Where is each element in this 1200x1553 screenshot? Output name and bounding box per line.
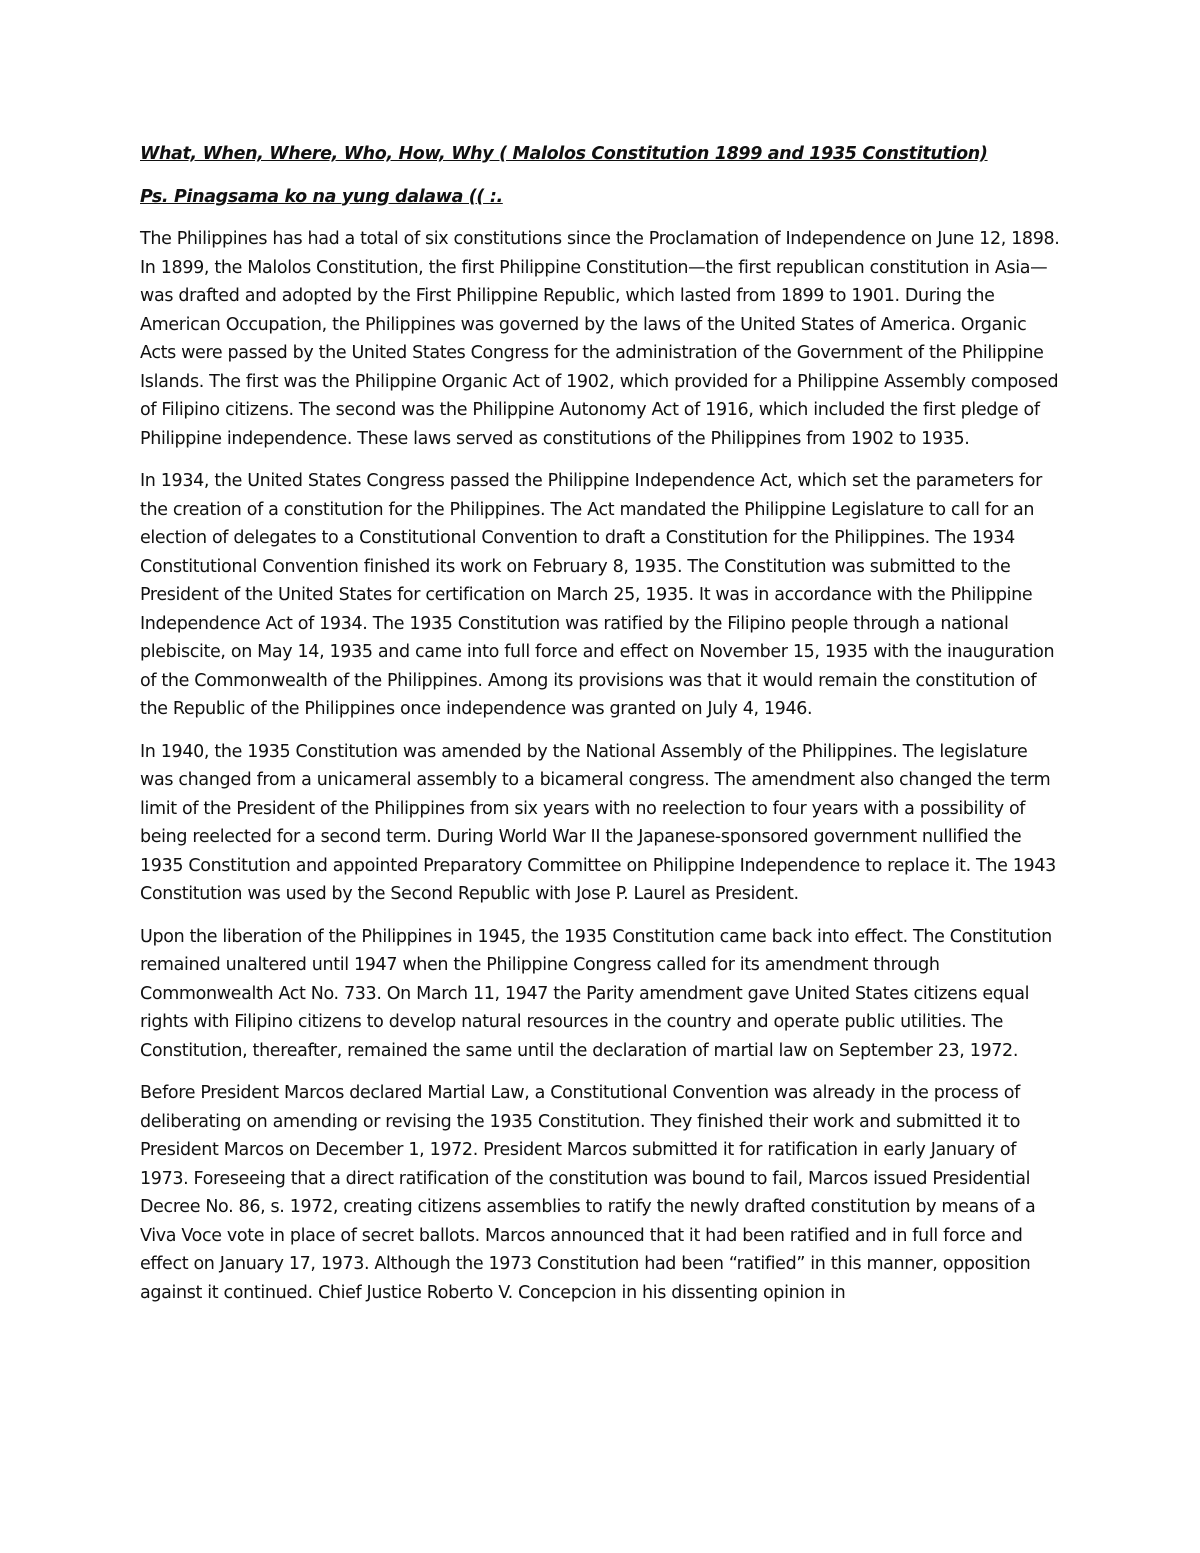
paragraph-1945-liberation: Upon the liberation of the Philippines in 1945, the 1935 Constitution came back into effect. The Constitution remained unaltered until 1947 when the Philippine Congress called for its amendment through Commonwealth Act No. 733. On March 11, 1947 the Parity amendment gave United States citizens equal rights with Filipino citizens to develop natural resources in the country and operate public utilities. The Constitution, thereafter, remained the same until the declaration of martial law on September 23, 1972. (140, 926, 1052, 1061)
paragraph-martial-law: Before President Marcos declared Martial Law, a Constitutional Convention was already in the process of deliberating on amending or revising the 1935 Constitution. They finished their work and submitted it to President Marcos on December 1, 1972. President Marcos submitted it for ratification in early January of 1973. Foreseeing that a direct ratification of the constitution was bound to fail, Marcos issued Presidential Decree No. 86, s. 1972, creating citizens assemblies to ratify the newly drafted constitution by means of a Viva Voce vote in place of secret ballots. Marcos announced that it had been ratified and in full force and effect on January 17, 1973. Although the 1973 Constitution had been “ratified” in this manner, opposition against it continued. Chief Justice Roberto V. Concepcion in his dissenting opinion in (140, 1083, 1036, 1303)
paragraph-constitutions-history: The Philippines has had a total of six constitutions since the Proclamation of Independence on June 12, 1898. In 1899, the Malolos Constitution, the first Philippine Constitution—the first republican constitution in Asia—was drafted and adopted by the First Philippine Republic, which lasted from 1899 to 1901. During the American Occupation, the Philippines was governed by the laws of the United States of America. Organic Acts were passed by the United States Congress for the administration of the Government of the Philippine Islands. The first was the Philippine Organic Act of 1902, which provided for a Philippine Assembly composed of Filipino citizens. The second was the Philippine Autonomy Act of 1916, which included the first pledge of Philippine independence. These laws served as constitutions of the Philippines from 1902 to 1935. (140, 229, 1060, 449)
paragraph-1934-independence-act: In 1934, the United States Congress passed the Philippine Independence Act, which set the parameters for the creation of a constitution for the Philippines. The Act mandated the Philippine Legislature to call for an election of delegates to a Constitutional Convention to draft a Constitution for the Philippines. The 1934 Constitutional Convention finished its work on February 8, 1935. The Constitution was submitted to the President of the United States for certification on March 25, 1935. It was in accordance with the Philippine Independence Act of 1934. The 1935 Constitution was ratified by the Filipino people through a national plebiscite, on May 14, 1935 and came into full force and effect on November 15, 1935 with the inauguration of the Commonwealth of the Philippines. Among its provisions was that it would remain the constitution of the Republic of the Philippines once independence was granted on July 4, 1946. (140, 471, 1055, 719)
document-subtitle: Ps. Pinagsama ko na yung dalawa (( :. (140, 186, 503, 207)
document-body (140, 140, 1060, 1321)
paragraph-1940-amendment: In 1940, the 1935 Constitution was amended by the National Assembly of the Philippines. The legislature was changed from a unicameral assembly to a bicameral congress. The amendment also changed the term limit of the President of the Philippines from six years with no reelection to four years with a possibility of being reelected for a second term. During World War II the Japanese-sponsored government nullified the 1935 Constitution and appointed Preparatory Committee on Philippine Independence to replace it. The 1943 Constitution was used by the Second Republic with Jose P. Laurel as President. (140, 741, 1056, 904)
document-title: What, When, Where, Who, How, Why ( Malolos Constitution 1899 and 1935 Constitution) (140, 144, 988, 164)
